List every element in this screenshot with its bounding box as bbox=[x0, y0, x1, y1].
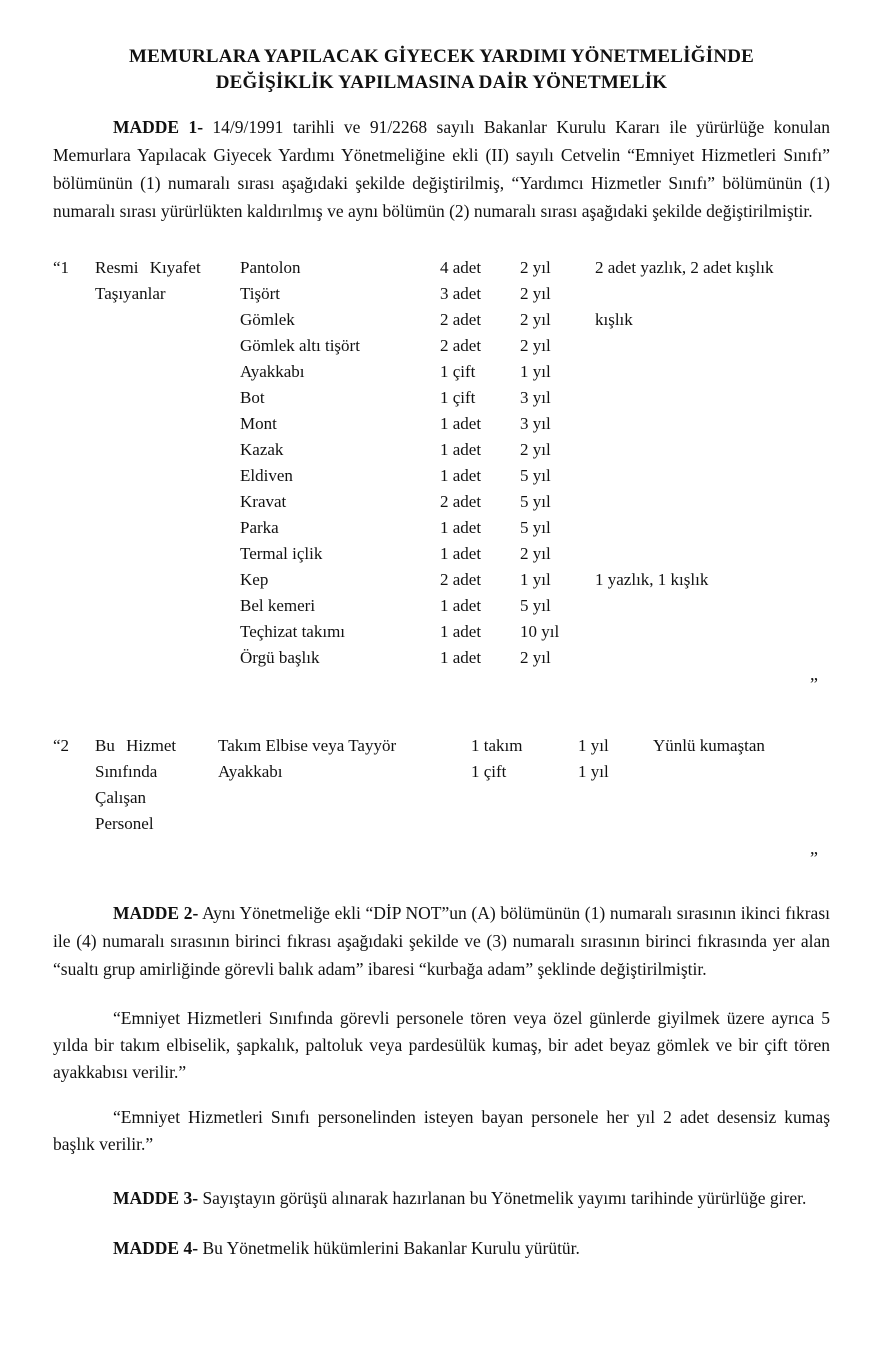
table-row bbox=[218, 733, 830, 759]
item-name: Ayakkabı bbox=[218, 762, 283, 781]
quoted-paragraph-1: “Emniyet Hizmetleri Sınıfında görevli personele tören veya özel günlerde giyilmek üzere ayrıca 5 yılda bir takım elbiselik, şapkalık, paltoluk veya pardesülük kumaş, bir adet beyaz gömlek ve bir çift tören ayakkabısı verilir.” bbox=[53, 1008, 830, 1082]
item-note: 2 adet yazlık, 2 adet kışlık bbox=[595, 258, 774, 277]
table-row bbox=[240, 515, 830, 541]
item-name: Takım Elbise veya Tayyör bbox=[218, 736, 397, 755]
group-line: Resmi Kıyafet bbox=[95, 258, 201, 277]
table-row bbox=[240, 255, 830, 281]
item-period: 1 yıl bbox=[578, 736, 609, 755]
item-period: 5 yıl bbox=[520, 518, 551, 537]
item-note bbox=[653, 759, 830, 785]
item-qty: 2 adet bbox=[440, 492, 482, 511]
schedule-2-marker: “2 bbox=[53, 736, 70, 755]
title-line-1: MEMURLARA YAPILACAK GİYECEK YARDIMI YÖNETMELİĞİNDE bbox=[128, 46, 755, 67]
item-qty: 1 adet bbox=[440, 466, 482, 485]
item-note bbox=[595, 385, 830, 411]
table-row bbox=[240, 541, 830, 567]
item-name: Örgü başlık bbox=[240, 648, 320, 667]
item-period: 5 yıl bbox=[520, 492, 551, 511]
article-3-label: MADDE 3- bbox=[113, 1187, 199, 1208]
item-name: Parka bbox=[240, 518, 279, 537]
item-qty: 1 çift bbox=[440, 362, 476, 381]
item-note bbox=[595, 593, 830, 619]
item-note bbox=[595, 359, 830, 385]
item-qty: 1 adet bbox=[440, 440, 482, 459]
item-qty: 2 adet bbox=[440, 336, 482, 355]
item-period: 10 yıl bbox=[520, 622, 560, 641]
item-name: Mont bbox=[240, 414, 277, 433]
item-note: Yünlü kumaştan bbox=[653, 736, 765, 755]
document-title bbox=[53, 44, 830, 96]
article-4-label: MADDE 4- bbox=[113, 1237, 199, 1258]
item-note bbox=[595, 541, 830, 567]
item-qty: 1 adet bbox=[440, 544, 482, 563]
item-qty: 1 çift bbox=[440, 388, 476, 407]
item-name: Gömlek altı tişört bbox=[240, 336, 360, 355]
schedule-2-group-label bbox=[95, 733, 217, 837]
group-line: Sınıfında bbox=[95, 762, 158, 781]
table-row bbox=[240, 619, 830, 645]
article-1-label: MADDE 1- bbox=[113, 117, 204, 137]
item-note bbox=[595, 489, 830, 515]
item-name: Bel kemeri bbox=[240, 596, 316, 615]
item-period: 2 yıl bbox=[520, 544, 551, 563]
table-row bbox=[240, 463, 830, 489]
table-row bbox=[218, 759, 830, 785]
item-name: Eldiven bbox=[240, 466, 293, 485]
schedule-1-closing-quote: ” bbox=[810, 674, 818, 694]
schedule-1-table bbox=[53, 255, 830, 671]
title-line-2: DEĞİŞİKLİK YAPILMASINA DAİR YÖNETMELİK bbox=[215, 72, 668, 93]
item-name: Termal içlik bbox=[240, 544, 323, 563]
item-qty: 1 adet bbox=[440, 414, 482, 433]
item-note bbox=[595, 281, 830, 307]
item-note bbox=[595, 463, 830, 489]
item-period: 1 yıl bbox=[520, 570, 551, 589]
table-row bbox=[240, 593, 830, 619]
table-row bbox=[240, 281, 830, 307]
article-4-paragraph bbox=[53, 1234, 830, 1262]
item-name: Pantolon bbox=[240, 258, 301, 277]
item-name: Tişört bbox=[240, 284, 281, 303]
article-3-text: Sayıştayın görüşü alınarak hazırlanan bu Yönetmelik yayımı tarihinde yürürlüğe girer. bbox=[198, 1187, 807, 1208]
item-note: 1 yazlık, 1 kışlık bbox=[595, 570, 709, 589]
table-row bbox=[240, 359, 830, 385]
table-row bbox=[240, 307, 830, 333]
item-period: 2 yıl bbox=[520, 284, 551, 303]
group-line: Bu Hizmet bbox=[95, 736, 177, 755]
item-name: Kravat bbox=[240, 492, 287, 511]
item-period: 5 yıl bbox=[520, 596, 551, 615]
item-name: Kep bbox=[240, 570, 269, 589]
item-period: 3 yıl bbox=[520, 414, 551, 433]
table-row bbox=[240, 411, 830, 437]
item-note bbox=[595, 333, 830, 359]
table-row bbox=[240, 385, 830, 411]
article-2-label: MADDE 2- bbox=[113, 903, 199, 923]
item-name: Gömlek bbox=[240, 310, 295, 329]
item-qty: 1 adet bbox=[440, 648, 482, 667]
item-note bbox=[595, 411, 830, 437]
item-name: Ayakkabı bbox=[240, 362, 305, 381]
item-qty: 2 adet bbox=[440, 310, 482, 329]
item-qty: 1 adet bbox=[440, 518, 482, 537]
schedule-1-group-label bbox=[95, 255, 240, 307]
group-line: Taşıyanlar bbox=[95, 284, 166, 303]
item-qty: 1 adet bbox=[440, 596, 482, 615]
item-period: 1 yıl bbox=[520, 362, 551, 381]
item-period: 3 yıl bbox=[520, 388, 551, 407]
table-row bbox=[240, 437, 830, 463]
article-4-text: Bu Yönetmelik hükümlerini Bakanlar Kurulu yürütür. bbox=[198, 1237, 580, 1258]
item-note: kışlık bbox=[595, 310, 633, 329]
quoted-paragraph-2: “Emniyet Hizmetleri Sınıfı personelinden isteyen bayan personele her yıl 2 adet desensiz kumaş başlık verilir.” bbox=[53, 1106, 830, 1154]
item-qty: 4 adet bbox=[440, 258, 482, 277]
item-period: 2 yıl bbox=[520, 648, 551, 667]
article-1-text: 14/9/1991 tarihli ve 91/2268 sayılı Bakanlar Kurulu Kararı ile yürürlüğe konulan Memurlara Yapılacak Giyecek Yardımı Yönetmeliğine ekli (II) sayılı Cetvelin “Emniyet Hizmetleri Sınıfı” bölümünün (1) numaralı sırası aşağıdaki şekilde değiştirilmiş, “Yardımcı Hizmetler Sınıfı” bölümünün (1) numaralı sırası yürürlükten kaldırılmış ve aynı bölümün (2) numaralı sırası aşağıdaki şekilde değiştirilmiştir. bbox=[53, 117, 830, 221]
schedule-1-marker: “1 bbox=[53, 258, 70, 277]
table-row bbox=[240, 567, 830, 593]
table-row bbox=[240, 645, 830, 671]
item-period: 5 yıl bbox=[520, 466, 551, 485]
article-1-paragraph bbox=[53, 113, 830, 225]
item-period: 2 yıl bbox=[520, 336, 551, 355]
item-period: 2 yıl bbox=[520, 310, 551, 329]
schedule-2-table bbox=[53, 733, 830, 837]
item-qty: 1 adet bbox=[440, 622, 482, 641]
item-qty: 1 çift bbox=[471, 762, 507, 781]
schedule-2-closing-quote: ” bbox=[810, 848, 818, 868]
item-period: 1 yıl bbox=[578, 762, 609, 781]
item-note bbox=[595, 645, 830, 671]
item-qty: 1 takım bbox=[471, 736, 523, 755]
item-name: Teçhizat takımı bbox=[240, 622, 346, 641]
item-qty: 3 adet bbox=[440, 284, 482, 303]
item-note bbox=[595, 515, 830, 541]
table-row bbox=[240, 489, 830, 515]
item-name: Kazak bbox=[240, 440, 284, 459]
item-qty: 2 adet bbox=[440, 570, 482, 589]
group-line: Personel bbox=[95, 814, 154, 833]
item-note bbox=[595, 619, 830, 645]
article-2-paragraph bbox=[53, 899, 830, 983]
item-note bbox=[595, 437, 830, 463]
group-line: Çalışan bbox=[95, 788, 146, 807]
article-3-paragraph bbox=[53, 1184, 830, 1212]
item-period: 2 yıl bbox=[520, 440, 551, 459]
item-period: 2 yıl bbox=[520, 258, 551, 277]
item-name: Bot bbox=[240, 388, 265, 407]
table-row bbox=[240, 333, 830, 359]
article-2-text: Aynı Yönetmeliğe ekli “DİP NOT”un (A) bölümünün (1) numaralı sırasının ikinci fıkrası ile (4) numaralı sırasının birinci fıkrası aşağıdaki şekilde ve (3) numaralı sırasının birinci fıkrasında yer alan “sualtı grup amirliğinde görevli balık adam” ibaresi “kurbağa adam” şeklinde değiştirilmiştir. bbox=[53, 903, 830, 979]
